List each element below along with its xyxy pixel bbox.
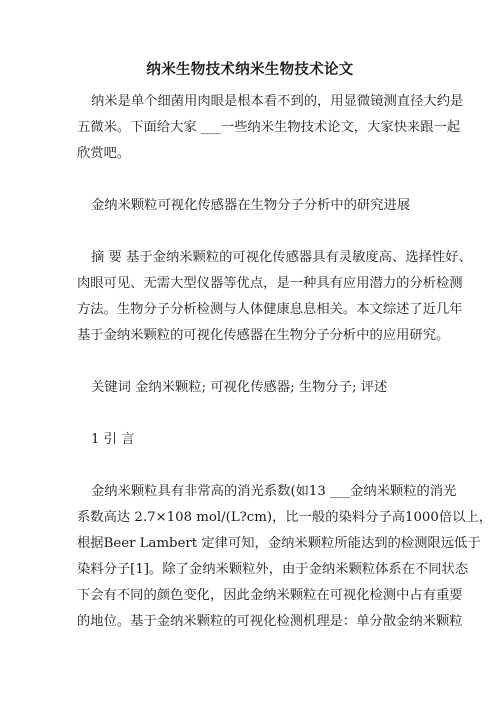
intro-line: 五微米。下面给大家 ___一些纳米生物技术论文，大家快来跟一起 — [77, 120, 461, 135]
abstract-line: 方法。生物分子分析检测与人体健康息息相关。本文综述了近几年 — [77, 302, 463, 317]
body-line: 金纳米颗粒具有非常高的消光系数(如13 ___金纳米颗粒的消光 — [91, 484, 457, 499]
body-line: 根据Beer Lambert 定律可知，金纳米颗粒所能达到的检测限远低于 — [77, 536, 481, 551]
intro-line: 欣赏吧。 — [77, 146, 131, 161]
intro-line: 纳米是单个细菌用肉眼是根本看不到的，用显微镜测直径大约是 — [91, 94, 464, 109]
article-title: 金纳米颗粒可视化传感器在生物分子分析中的研究进展 — [91, 198, 411, 213]
body-line: 下会有不同的颜色变化，因此金纳米颗粒在可视化检测中占有重要 — [77, 588, 463, 603]
abstract-line: 基于金纳米颗粒的可视化传感器在生物分子分析中的应用研究。 — [77, 328, 450, 343]
section-heading: 1 引 言 — [91, 432, 135, 447]
abstract-line: 摘 要 基于金纳米颗粒的可视化传感器具有灵敏度高、选择性好、 — [91, 250, 472, 265]
body-line: 系数高达 2.7×108 mol/(L?cm)，比一般的染料分子高1000倍以上， — [77, 510, 493, 525]
body-line: 染料分子[1]。除了金纳米颗粒外，由于金纳米颗粒体系在不同状态 — [77, 562, 469, 577]
keywords-line: 关键词 金纳米颗粒; 可视化传感器; 生物分子; 评述 — [91, 380, 388, 395]
abstract-line: 肉眼可见、无需大型仪器等优点，是一种具有应用潜力的分析检测 — [77, 276, 463, 291]
body-line: 的地位。基于金纳米颗粒的可视化检测机理是：单分散金纳米颗粒 — [77, 614, 463, 629]
document-title: 纳米生物技术纳米生物技术论文 — [146, 61, 354, 78]
